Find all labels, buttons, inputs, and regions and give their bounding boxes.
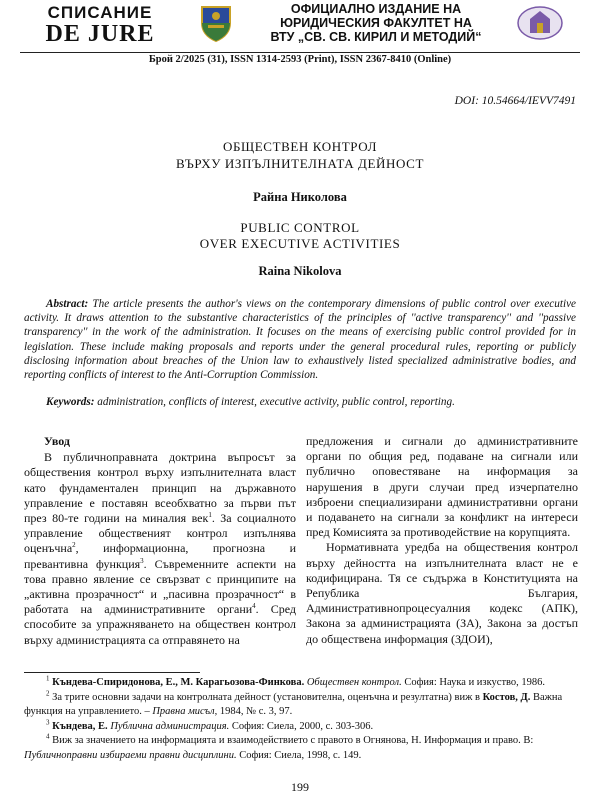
journal-name-line1: СПИСАНИЕ: [47, 3, 153, 22]
footnote-author: Къндева-Спиридонова, Е., М. Карагьозова-Финкова.: [52, 677, 305, 688]
keywords-label: Keywords:: [46, 396, 95, 408]
journal-header: [0, 0, 600, 52]
university-logo-icon: [516, 5, 564, 41]
footnote-text: София: Сиела, 1998, с. 149.: [239, 749, 362, 761]
footnote-ref: 1: [208, 511, 212, 520]
faculty-emblem-icon: [196, 3, 236, 43]
page-number: 199: [291, 780, 309, 794]
footnote-title: Правна мисъл,: [152, 706, 218, 718]
title-english: [0, 220, 600, 252]
body-text: , информационна, прогнозна и превантивна функция: [24, 541, 296, 571]
body-column-right: [306, 434, 578, 647]
author-bulgarian: Райна Николова: [253, 190, 347, 204]
footnote-text: София: Наука и изкуство, 1986.: [404, 677, 546, 688]
keywords: [24, 396, 576, 408]
footnote-text: София: Сиела, 2000, с. 303-306.: [231, 720, 374, 732]
abstract-text: The article presents the author's views on the contemporary dimensions of public control over executive activity. It draws attention to the substantive characteristics of the principles of ''active transparency'' and ''passive transparency'' in the work of the administration. It focuses on the means of exercising public control provided for in legislation. These include making proposals and reports under the general procedural rules, reporting or publicly disclosing information about breaches of the Union law to exhaustively listed specialized administrative bodies, and reporting conflicts of interest to the Anti-Corruption Commission.: [24, 298, 576, 382]
footnote-text: 1984, № с. 3, 97.: [219, 706, 293, 718]
author-english: Raina Nikolova: [258, 264, 342, 278]
footnote-title: Обществен контрол.: [306, 677, 402, 688]
footnote-title: Публичноправни избираеми правни дисциплини.: [24, 749, 237, 761]
footnote-number: 3: [46, 718, 50, 727]
abstract: [24, 297, 576, 382]
footnote-text: Виж за значението на информацията и взаимодействието с правото в Огнянова, Н. Информация и право. В:: [52, 735, 534, 747]
body-paragraph: [24, 450, 296, 648]
body-text: . За социалното управление общественият контрол изпълнява оценъчна: [24, 511, 296, 556]
header-divider: [20, 52, 580, 53]
journal-name-line2: DE JURE: [45, 21, 155, 47]
body-paragraph: Нормативната уредба на обществения контрол върху дейността на изпълнителната власт не е кодифицирана. Тя се съдържа в Конституцията на Република България, Административнопроцесуалния кодекс (АПК), Закона за администрацията (ЗА), Закона за достъп до обществена информация (ЗДОИ),: [306, 540, 578, 646]
title-bulgarian: [0, 138, 600, 172]
publisher-line1: ОФИЦИАЛНО ИЗДАНИЕ НА: [290, 2, 462, 16]
title-en-line2: OVER EXECUTIVE ACTIVITIES: [199, 236, 401, 251]
footnote-text: Важна функция на управлението. –: [24, 691, 563, 718]
footnote-3: [24, 720, 576, 735]
body-text: . Съвременните аспекти на това правно явление се свързват с принципите на „активна прозрачност“ и „пасивна прозрачност“ в работата на административните органи: [24, 556, 296, 617]
section-heading: Увод: [44, 434, 70, 448]
footnote-4: [24, 734, 576, 763]
footnote-text: За трите основни задачи на контролната дейност (установителна, оценъчна и резултатна) виж в: [52, 691, 480, 703]
title-bg-line2: ВЪРХУ ИЗПЪЛНИТЕЛНАТА ДЕЙНОСТ: [175, 156, 424, 171]
footnote-divider: [24, 672, 200, 673]
footnote-ref: 2: [72, 541, 76, 550]
footnote-1: [24, 676, 576, 691]
footnote-ref: 3: [140, 556, 144, 565]
keywords-text: administration, conflicts of interest, executive activity, public control, reporting.: [97, 396, 455, 408]
title-en-line1: PUBLIC CONTROL: [240, 220, 360, 235]
footnote-number: 4: [46, 732, 50, 741]
body-paragraph: предложения и сигнали до административните органи по общия ред, подаване на сигнали или публично оповестяване на информация за нарушения в други случаи пред изчерпателно изброени специализирани административни органи и подаването на сигнали за конфликт на интереси пред Комисията за противодействие на корупцията.: [306, 434, 578, 540]
publisher-line2: ЮРИДИЧЕСКИЯ ФАКУЛТЕТ НА: [280, 16, 472, 30]
publisher-line3: ВТУ „СВ. СВ. КИРИЛ И МЕТОДИЙ“: [270, 30, 482, 44]
body-text: . Сред способите за упражняването на обществен контрол върху администрацията са отправянето на: [24, 602, 296, 647]
footnote-number: 2: [46, 689, 50, 698]
publisher-info: [252, 2, 500, 44]
journal-logo: [30, 4, 170, 46]
footnote-author: Къндева, Е.: [52, 720, 108, 732]
abstract-label: Abstract:: [46, 298, 89, 310]
issue-info: Брой 2/2025 (31), ISSN 1314-2593 (Print), ISSN 2367-8410 (Online): [148, 54, 452, 65]
body-column-left: [24, 434, 296, 648]
footnote-author: Костов, Д.: [482, 691, 531, 703]
doi: DOI: 10.54664/IEVV7491: [454, 95, 576, 107]
body-text: В публичноправната доктрина въпросът за обществения контрол върху изпълнителната власт като фундаментален принцип на държавното управление е поставян всеобхватно за първи път през 80-те години на миналия век: [24, 450, 296, 526]
footnotes: [24, 676, 576, 764]
title-bg-line1: ОБЩЕСТВЕН КОНТРОЛ: [223, 139, 377, 154]
footnote-2: [24, 691, 576, 720]
footnote-number: 1: [46, 674, 50, 683]
footnote-title: Публична администрация.: [110, 720, 230, 732]
footnote-ref: 4: [252, 602, 256, 611]
